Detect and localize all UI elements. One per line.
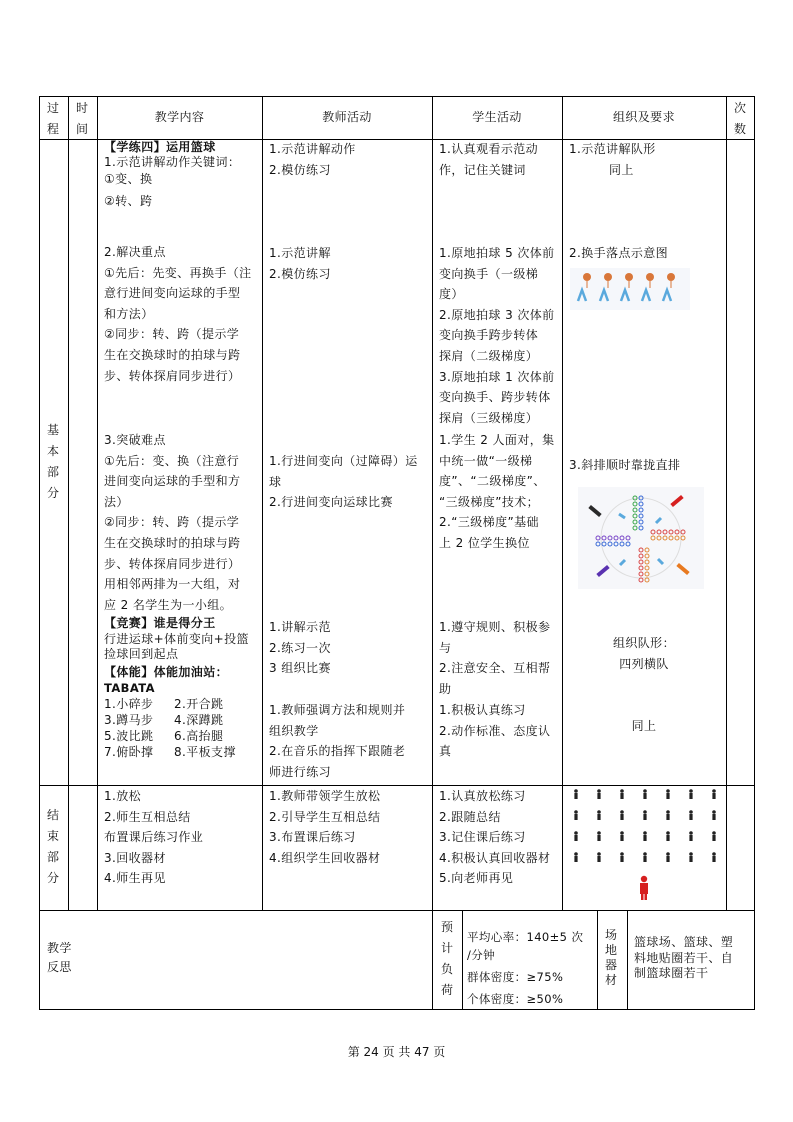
content-p3: 3.突破难点 ①先后：变、换（注意行 进间变向运球的手型和方 法） ②同步：转、跨（提示学 生在交换球时的拍球与跨 步、转体探肩同步进行） 用相邻两排为一大组，对 应 2 名学生为一小组。 xyxy=(104,433,241,612)
end-process-label: 结 束 部 分 xyxy=(46,808,59,885)
org-o4-sub: 四列横队 xyxy=(619,657,669,671)
header-org: 组织及要求 xyxy=(612,110,675,124)
teacher-t3: 1.行进间变向（过障碍）运 球 2.行进间变向运球比赛 xyxy=(269,454,418,510)
org-o2-title: 2.换手落点示意图 xyxy=(569,246,669,260)
content-p1: 1.示范讲解动作关键词： ①变、换 ②转、跨 xyxy=(104,155,241,208)
header-student: 学生活动 xyxy=(472,110,522,124)
end-content: 1.放松 2.师生互相总结 布置课后练习作业 3.回收器材 4.师生再见 xyxy=(104,789,204,886)
header-content: 教学内容 xyxy=(154,110,205,124)
student-s4: 1.遵守规则、积极参 与 2.注意安全、互相帮 助 xyxy=(439,620,551,696)
content-p2: 2.解决重点 ①先后：先变、再换手（注 意行进间变向运球的手型 和方法） ②同步：转、跨（提示学 生在交换球时的拍球与跨 步、转体探肩同步进行） xyxy=(104,245,252,383)
org-o1-same: 同上 xyxy=(609,163,634,177)
basic-process-label: 基 本 部 分 xyxy=(46,423,59,500)
student-s1: 1.认真观看示范动 作，记住关键词 xyxy=(439,142,539,177)
venue-text: 篮球场、篮球、塑 料地贴圈若干、自 制篮球圈若干 xyxy=(634,935,734,980)
tabata-label: TABATA xyxy=(104,681,155,695)
end-student: 1.认真放松练习 2.跟随总结 3.记住课后练习 4.积极认真回收器材 5.向老师再见 xyxy=(439,789,551,886)
header-count: 次 数 xyxy=(733,101,746,136)
student-row-4 xyxy=(574,852,716,862)
teacher-t2: 1.示范讲解 2.模仿练习 xyxy=(269,246,331,281)
student-row-2 xyxy=(574,810,716,820)
header-time: 时 间 xyxy=(75,101,88,136)
teacher-t5: 1.教师强调方法和规则并 组织教学 2.在音乐的指挥下跟随老 师进行练习 xyxy=(269,703,406,779)
header-process: 过 程 xyxy=(46,101,59,136)
four-row-formation xyxy=(566,787,722,905)
page-footer: 第 24 页 共 47 页 xyxy=(347,1045,446,1059)
game-desc: 行进运球+体前变向+投篮 捡球回到起点 xyxy=(104,632,249,661)
hand-switch-diagram xyxy=(570,268,690,310)
formation-diagram xyxy=(578,487,704,589)
student-row-1 xyxy=(574,789,716,799)
teacher-figure xyxy=(640,876,648,900)
student-s5: 1.积极认真练习 2.动作标准、态度认 真 xyxy=(439,703,551,759)
game-title: 【竞赛】谁是得分王 xyxy=(104,616,216,630)
load-label: 预 计 负 荷 xyxy=(440,920,453,997)
load-values: 平均心率：140±5 次 /分钟 群体密度：≥75% 个体密度：≥50% xyxy=(467,930,584,1006)
org-o1-title: 1.示范讲解队形 xyxy=(569,142,656,156)
teacher-t4: 1.讲解示范 2.练习一次 3 组织比赛 xyxy=(269,620,331,676)
org-o3-title: 3.斜排顺时靠拢直排 xyxy=(569,458,681,472)
fitness-list: 1.小碎步 2.开合跳 3.蹲马步 4.深蹲跳 5.波比跳 6.高抬腿 7.俯卧撑 8.平板支撑 xyxy=(104,697,236,759)
teacher-t1: 1.示范讲解动作 2.模仿练习 xyxy=(269,142,356,177)
practice4-title: 【学练四】运用篮球 xyxy=(104,140,216,154)
venue-label: 场 地 器 材 xyxy=(604,928,617,987)
org-o4-title: 组织队形： xyxy=(612,636,675,650)
end-teacher: 1.教师带领学生放松 2.引导学生互相总结 3.布置课后练习 4.组织学生回收器材 xyxy=(269,789,381,865)
fitness-title: 【体能】体能加油站： xyxy=(104,665,229,679)
reflection-label: 教学 反思 xyxy=(47,941,72,974)
org-o5-same: 同上 xyxy=(631,719,657,733)
header-teacher: 教师活动 xyxy=(322,110,372,124)
student-row-3 xyxy=(574,831,716,841)
student-s2: 1.原地拍球 5 次体前 变向换手（一级梯 度） 2.原地拍球 3 次体前 变向换手跨步转体 探肩（二级梯度） 3.原地拍球 1 次体前 变向换手、跨步转体 探肩（三级梯度） xyxy=(439,246,555,425)
student-s3: 1.学生 2 人面对，集 中统一做“一级梯 度”、“二级梯度”、 “三级梯度”技术； 2.“三级梯度”基础 上 2 位学生换位 xyxy=(439,433,555,550)
